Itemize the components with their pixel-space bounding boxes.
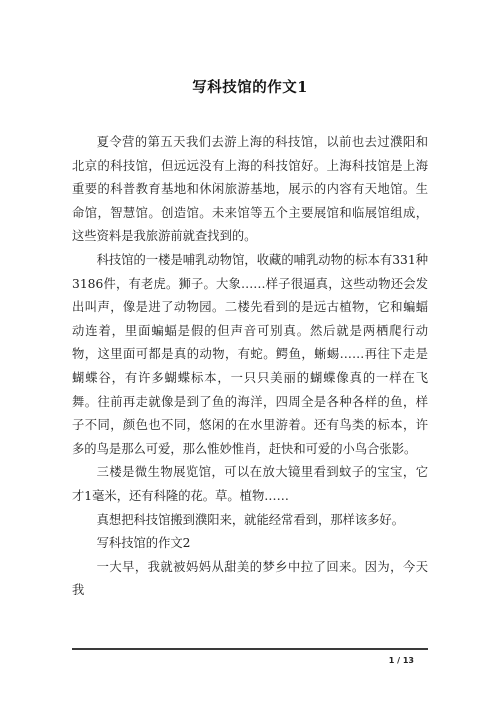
footer-divider xyxy=(72,648,428,650)
paragraph-2: 科技馆的一楼是哺乳动物馆，收藏的哺乳动物的标本有331种3186件，有老虎。狮子。大象……样子很逼真，这些动物还会发出叫声，像是进了动物园。二楼先看到的是远古植物，它和蝙蝠动连着，里面蝙蝠是假的但声音可别真。然后就是两栖爬行动物，这里面可都是真的动物，有蛇。鳄鱼，蜥蜴……再往下走是蝴蝶谷，有许多蝴蝶标本，一只只美丽的蝴蝶像真的一样在飞舞。往前再走就像是到了鱼的海洋，四周全是各种各样的鱼，样子不同，颜色也不同，悠闲的在水里游着。还有鸟类的标本，许多的鸟是那么可爱，那么惟妙惟肖，赶快和可爱的小鸟合张影。 xyxy=(72,252,428,456)
document-title: 写科技馆的作文1 xyxy=(192,79,308,96)
page-number: 1 / 13 xyxy=(388,656,414,665)
paragraph-3: 三楼是微生物展览馆，可以在放大镜里看到蚊子的宝宝，它才1毫米，还有科隆的花。草。植物…… xyxy=(72,465,428,503)
paragraph-1: 夏令营的第五天我们去游上海的科技馆，以前也去过濮阳和北京的科技馆，但远远没有上海的科技馆好。上海科技馆是上海重要的科普教育基地和休闲旅游基地，展示的内容有天地馆。生命馆，智慧馆。创造馆。未来馆等五个主要展馆和临展馆组成，这些资料是我旅游前就查找到的。 xyxy=(72,135,428,244)
paragraph-5-subtitle: 写科技馆的作文2 xyxy=(96,536,191,551)
paragraph-4: 真想把科技馆搬到濮阳来，就能经常看到，那样该多好。 xyxy=(96,512,405,527)
document-body xyxy=(72,131,428,603)
paragraph-6: 一大早，我就被妈妈从甜美的梦乡中拉了回来。因为，今天我 xyxy=(72,559,428,598)
